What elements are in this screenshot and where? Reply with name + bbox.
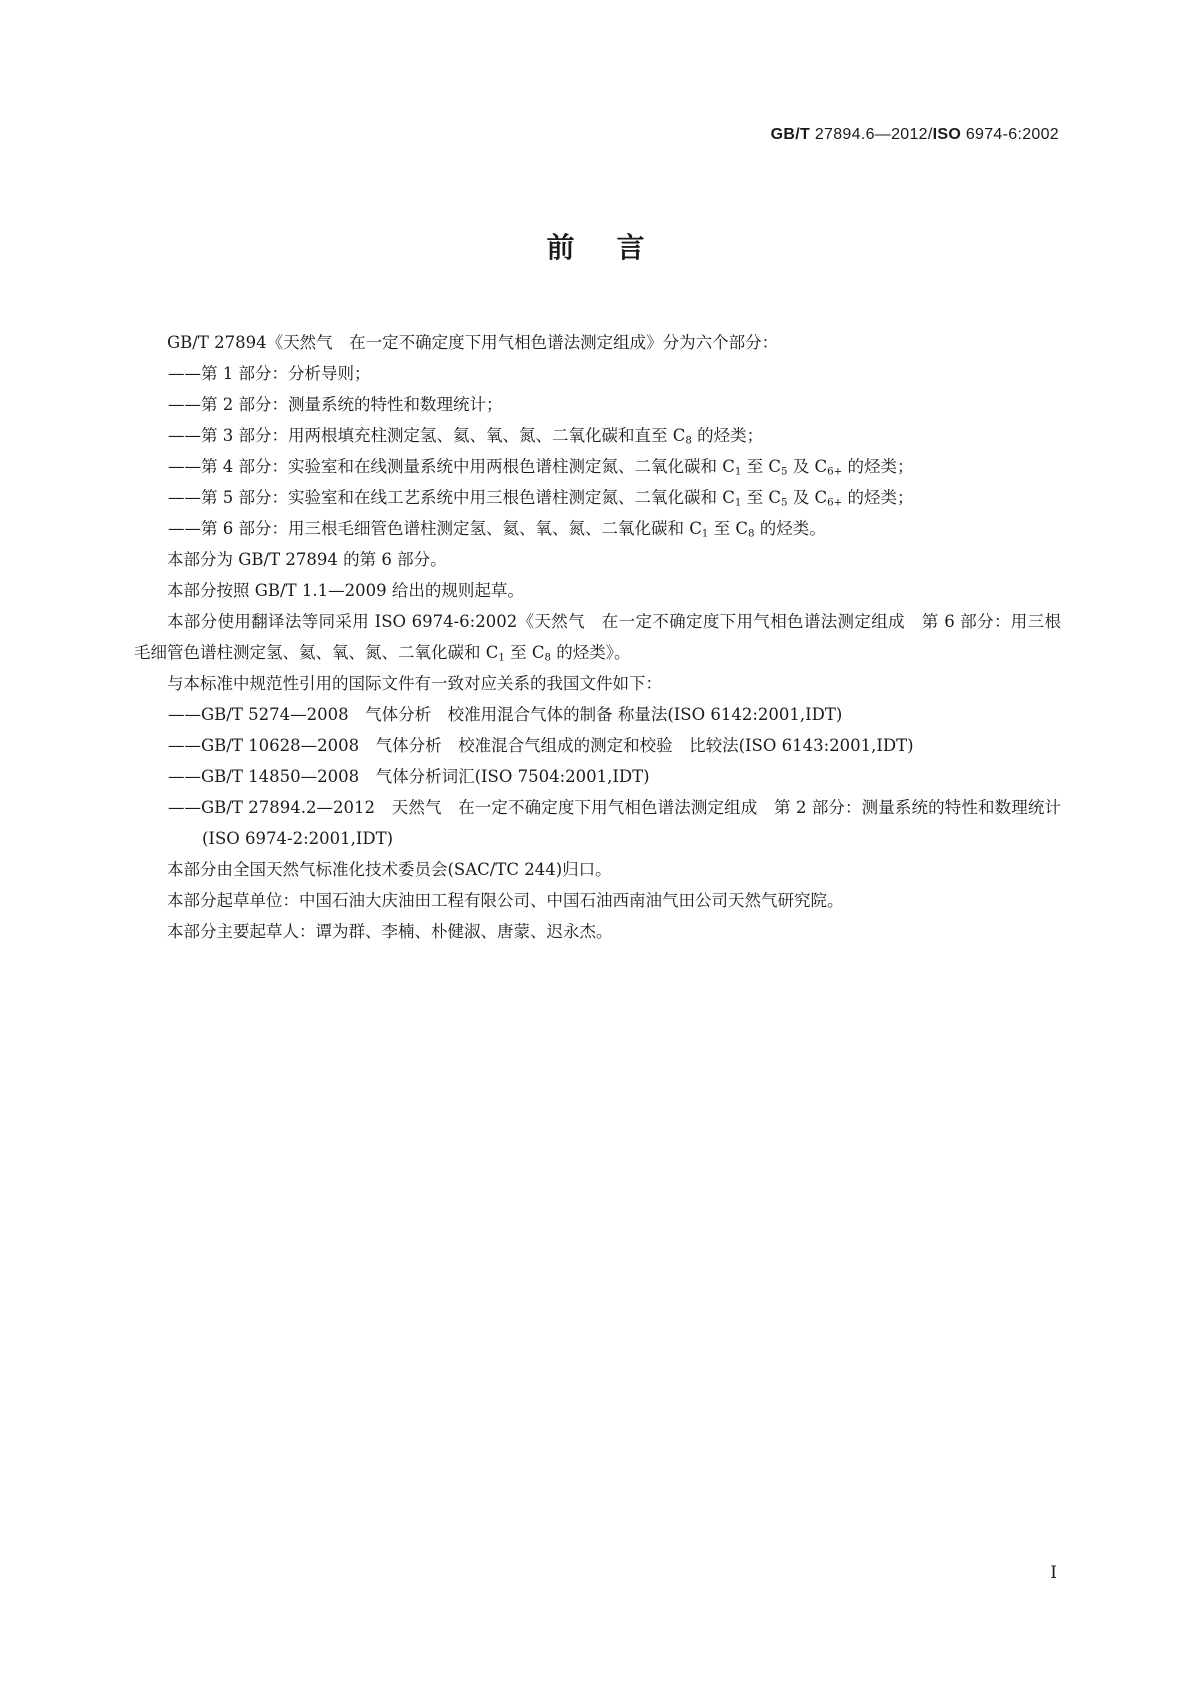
part-item-5: ——第 5 部分：实验室和在线工艺系统中用三根色谱柱测定氮、二氧化碳和 $C_1$ 至 $C_5$ 及 $C_{6+}$ 的烃类； <box>168 488 914 509</box>
reference-item: ——GB/T 27894.2—2012 天然气 在一定不确定度下用气相色谱法测定组成 第 2 部分：测量系统的特性和数理统计(ISO 6974-2:2001,IDT) <box>168 798 1061 848</box>
drafting-units-paragraph: 本部分起草单位：中国石油大庆油田工程有限公司、中国石油西南油气田公司天然气研究院。 <box>167 891 844 910</box>
part-item-3: ——第 3 部分：用两根填充柱测定氢、氦、氧、氮、二氧化碳和直至 $C_8$ 的烃类； <box>168 426 764 447</box>
reference-item: ——GB/T 5274—2008 气体分析 校准用混合气体的制备 称量法(ISO 6142:2001,IDT) <box>168 705 843 724</box>
reference-item: ——GB/T 14850—2008 气体分析词汇(ISO 7504:2001,IDT) <box>168 767 650 786</box>
part-item-2: ——第 2 部分：测量系统的特性和数理统计； <box>168 395 503 414</box>
header-number: 27894.6—2012/ <box>810 126 933 143</box>
page-title: 前言 <box>546 231 687 264</box>
intro-paragraph: GB/T 27894《天然气 在一定不确定度下用气相色谱法测定组成》分为六个部分： <box>167 333 779 352</box>
committee-paragraph: 本部分由全国天然气标准化技术委员会(SAC/TC 244)归口。 <box>167 860 612 879</box>
part-item-6: ——第 6 部分：用三根毛细管色谱柱测定氢、氦、氧、氮、二氧化碳和 $C_1$ 至 $C_8$ 的烃类。 <box>168 519 826 540</box>
references-intro-paragraph: 与本标准中规范性引用的国际文件有一致对应关系的我国文件如下： <box>167 674 662 693</box>
header-gbt: GB/T <box>770 126 811 143</box>
drafting-rules-paragraph: 本部分按照 GB/T 1.1—2009 给出的规则起草。 <box>167 581 524 600</box>
header-iso: ISO <box>932 126 962 143</box>
header-iso-number: 6974-6:2002 <box>961 126 1059 143</box>
drafters-paragraph: 本部分主要起草人：谭为群、李楠、朴健淑、唐蒙、迟永杰。 <box>167 922 613 941</box>
part-item-4: ——第 4 部分：实验室和在线测量系统中用两根色谱柱测定氮、二氧化碳和 $C_1$ 至 $C_5$ 及 $C_{6+}$ 的烃类； <box>168 457 914 478</box>
part-item-1: ——第 1 部分：分析导则； <box>168 364 371 383</box>
page-number: I <box>1050 1563 1057 1583</box>
standard-code-header <box>771 126 1059 144</box>
reference-item: ——GB/T 10628—2008 气体分析 校准混合气组成的测定和校验 比较法(ISO 6143:2001,IDT) <box>168 736 914 755</box>
part-of-paragraph: 本部分为 GB/T 27894 的第 6 部分。 <box>167 550 447 569</box>
translation-paragraph: 本部分使用翻译法等同采用 ISO 6974-6:2002《天然气 在一定不确定度下用气相色谱法测定组成 第 6 部分：用三根毛细管色谱柱测定氢、氦、氧、氮、二氧化碳和 $C_1$ 至 $C_8$ 的烃类》。 <box>134 612 1061 664</box>
foreword-body <box>134 327 1061 947</box>
